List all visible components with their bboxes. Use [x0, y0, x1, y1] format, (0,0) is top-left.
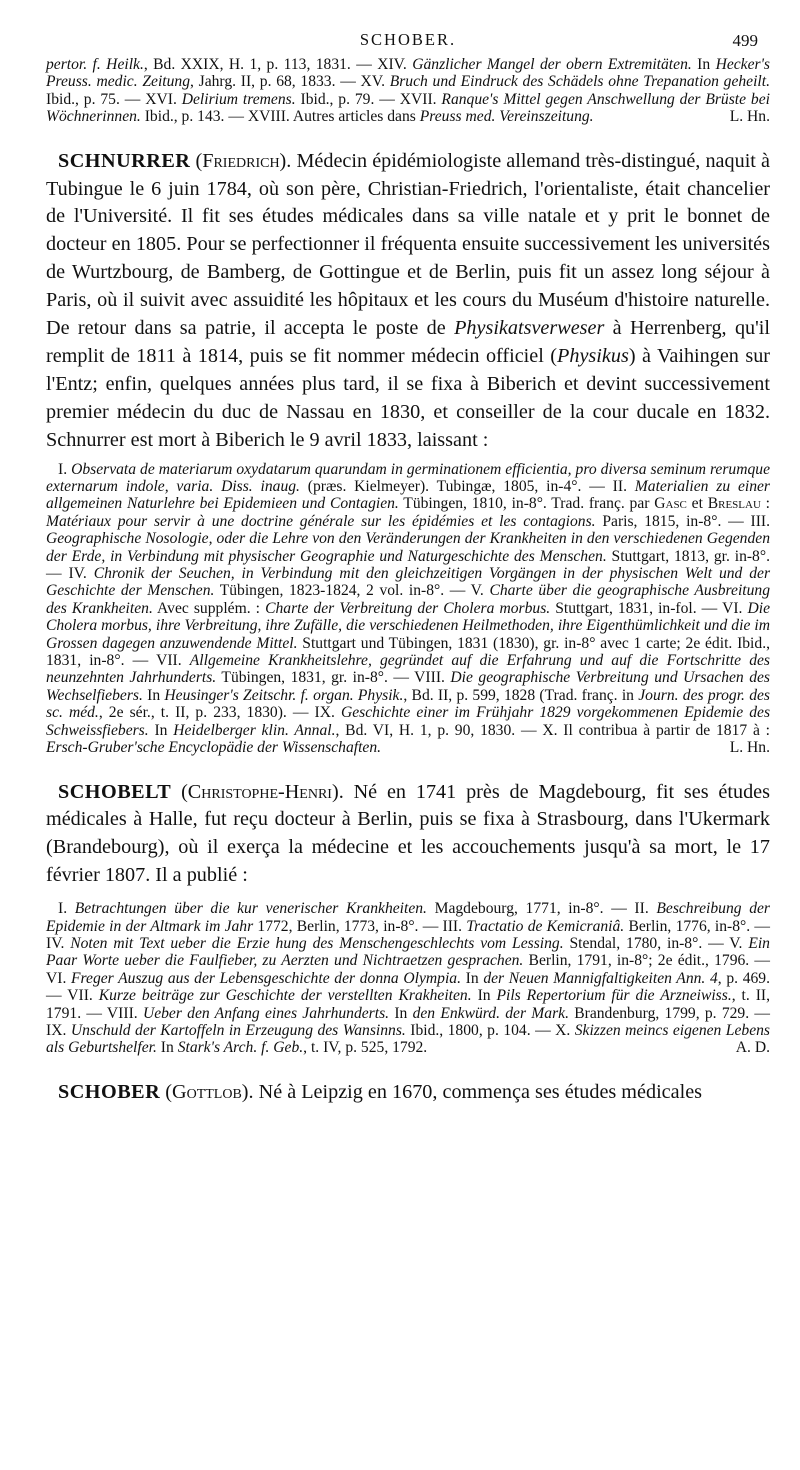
bibliography-text: Berlin, 1791, in-8°; 2e édit., 1796. — VI. [46, 952, 770, 987]
bibliography-text: , p. 469. — VII. [46, 969, 770, 1005]
entry-headword: SCHOBER [58, 1080, 161, 1103]
bibliography-title: Skizzen meincs eigenen Lebens als Geburtshelfer. [46, 1021, 770, 1057]
bibliography-title: Betrachtungen über die kur venerischer Krankheiten. [74, 900, 427, 918]
bibliography-text: Ibid., 1800, p. 104. — X. [405, 1021, 575, 1039]
entry-continuation [46, 56, 770, 126]
bibliography-text: Brandenburg, 1799, p. 729. — IX. [46, 1004, 770, 1039]
bibliography-text: Stuttgart und Tübingen, 1831 (1830), gr. in-8° avec 1 carte; 2e édit. Ibid., 1831, in-8°. — VII. [46, 634, 770, 670]
bibliography-text: Ibid., p. 143. — XVIII. Autres articles dans [140, 108, 420, 126]
entry-text: à Herrenberg, qu'il remplit de 1811 à 1814, puis se fit nommer médecin officiel ( [46, 317, 770, 367]
entry-forenames: (Friedrich) [195, 149, 287, 172]
bibliography-text: Stendal, 1780, in-8°. — V. [563, 934, 749, 952]
entry-body [46, 1079, 770, 1107]
page-number: 499 [732, 31, 758, 50]
bibliography-title: Journ. des progr. des sc. méd. [46, 686, 770, 722]
bibliography-text: I. [58, 460, 72, 478]
bibliography-text: Tübingen, 1823-1824, 2 vol. in-8°. — V. [214, 582, 490, 600]
bibliography-text: et [686, 495, 708, 513]
entry-headword: SCHOBELT [58, 780, 172, 803]
bibliography-paragraph [46, 56, 770, 126]
bibliography-title: Charte über die geographische Ausbreitung des Krankheiten. [46, 582, 771, 617]
bibliography-title: Pils Repertorium für die Arzneiwiss. [496, 987, 732, 1005]
running-head: SCHOBER. [359, 30, 457, 49]
bibliography-title: Allgemeine Krankheitslehre, gegründet auf die Erfahrung und auf die Fortschritte des neunzehnten Jahrhunderts. [46, 652, 770, 687]
bibliography-title: den Enkwürd. der Mark. [412, 1004, 569, 1022]
bibliography-text: , Bd. XXIX, H. 1, p. 113, 1831. — XIV. [143, 56, 413, 73]
entry-body [46, 148, 770, 455]
bibliography-title: pertor. f. Heilk. [46, 56, 144, 73]
bibliography-paragraph [46, 900, 770, 1057]
bibliography-title: Matériaux pour servir à une doctrine générale sur les épidémies et les contagions. [46, 512, 596, 530]
bibliography-text: Tübingen, 1810, in-8°. Trad. franç. par [398, 495, 655, 513]
bibliography-text: In [471, 987, 497, 1005]
entry-body [46, 779, 770, 891]
bibliography-title: Unschuld der Kartoffeln in Erzeugung des Wansinns. [70, 1021, 406, 1039]
bibliography-title: Delirium tremens. [181, 90, 296, 108]
bibliography-title: Ersch-Gruber'sche Encyclopädie der Wissenschaften. [46, 739, 382, 757]
bibliography-title: Gänzlicher Mangel der obern Extremitäten. [412, 56, 692, 73]
bibliography-title: Beschreibung der Epidemie in der Altmark im Jahr [46, 900, 770, 935]
author-signature: L. Hn. [729, 739, 770, 757]
bibliography-title: Geographische Nosologie, oder die Lehre von den Veränderungen der Krankheiten in den verschiedenen Gegenden der Erde, in Verbindung mit physischer Geographie und Naturgeschichte des Menschen. [46, 530, 770, 565]
bibliography-title: Kurze beiträge zur Geschichte der verstellten Krakheiten. [98, 987, 472, 1005]
bibliography-text: In [142, 686, 165, 704]
bibliography-text: Magdebourg, 1771, in-8°. — II. [426, 900, 657, 918]
bibliography-text: In [460, 969, 484, 987]
bibliography-text: Ibid., p. 75. — XVI. [46, 90, 182, 108]
bibliography-title: Stark's Arch. f. Geb. [177, 1039, 304, 1057]
bibliography-text: , Jahrg. II, p. 68, 1833. — XV. [190, 73, 390, 91]
bibliography-text: , Bd. VI, H. 1, p. 90, 1830. — X. Il contribua à partir de 1817 à : [335, 721, 770, 739]
entry-schobelt [46, 779, 770, 1057]
author-signature: L. Hn. [729, 108, 770, 126]
bibliography-title: der Neuen Mannigfaltigkeiten Ann. 4 [483, 969, 718, 987]
entry-text-italic: Physikatsverweser [454, 317, 605, 340]
bibliography-text: Breslau [707, 495, 761, 513]
bibliography-text: Berlin, 1776, in-8°. — IV. [46, 917, 770, 952]
bibliography-runs [46, 900, 770, 1056]
bibliography-title: Heusinger's Zeitschr. f. organ. Physik. [164, 686, 404, 704]
entry-headword: SCHNURRER [58, 149, 191, 172]
bibliography-paragraph [46, 461, 770, 757]
entry-text: ) à Vaihingen sur l'Entz; enfin, quelques années plus tard, il se fixa à Biberich et devint successivement premier médecin du duc de Nassau en 1830, et conseiller de la cour ducale en 1832. Schnurrer est mort à Biberich le 9 avril 1833, laissant : [46, 344, 771, 451]
bibliography-title: Noten mit Text ueber die Erzie hung des Menschengeschlechts vom Lessing. [70, 934, 564, 952]
bibliography-text: Ibid., p. 79. — XVII. [295, 90, 442, 108]
entry-schober [46, 1079, 770, 1107]
bibliography-title: Preuss med. Vereinszeitung. [419, 108, 594, 126]
bibliography-title: Freger Auszug aus der Lebensgeschichte der donna Olympia. [71, 969, 461, 987]
bibliography-text: Avec supplém. : [152, 599, 266, 617]
bibliography-title: Die Cholera morbus, ihre Verbreitung, ihre Zufälle, die verschiedenen Heilmethoden, ihre Eigenthümlichkeit und die im Grossen dagegen anzuwendende Mittel. [46, 599, 770, 652]
bibliography-title: Materialien zu einer allgemeinen Naturlehre bei Epidemieen und Contagien. [46, 478, 770, 513]
entry-text: . Né à Leipzig en 1670, commença ses études médicales [248, 1080, 703, 1103]
bibliography-text: Gasc [654, 495, 687, 513]
bibliography-text: Tübingen, 1831, gr. in-8°. — VIII. [216, 669, 451, 687]
bibliography-title: Ranque's Mittel gegen Anschwellung der Brüste bei Wöchnerinnen. [46, 90, 770, 126]
bibliography-title: Hecker's Preuss. medic. Zeitung [46, 56, 770, 91]
bibliography-text: In [389, 1004, 413, 1022]
bibliography-text: In [148, 721, 174, 739]
bibliography-runs [46, 461, 770, 757]
bibliography-text: Paris, 1815, in-8°. — III. [595, 512, 770, 530]
entry-text: . Né en 1741 près de Magdebourg, fit ses études médicales à Halle, fut reçu docteur à Berlin, puis se fixa à Strasbourg, dans l'Ukermark (Brandebourg), où il exerça la médecine et les accouchements jusqu'à sa mort, le 17 février 1807. Il a publié : [46, 780, 770, 887]
page-header [46, 26, 770, 56]
bibliography-text: : [760, 495, 770, 513]
bibliography-text: , Bd. II, p. 599, 1828 (Trad. franç. in [403, 686, 639, 704]
bibliography-title: Chronik der Seuchen, in Verbindung mit den gleichzeitigen Vorgängen in der physischen Welt und der Geschichte der Menschen. [46, 565, 771, 600]
bibliography-text: , t. II, 1791. — VIII. [46, 987, 771, 1022]
bibliography-text: 1772, Berlin, 1773, in-8°. — III. [253, 917, 467, 935]
bibliography-title: Bruch und Eindruck des Schädels ohne Trepanation geheilt. [389, 73, 770, 91]
bibliography-title: Die geographische Verbreitung und Ursachen des Wechselfiebers. [46, 669, 771, 704]
entry-text-italic: Physikus [557, 344, 629, 367]
entry-text: . Médecin épidémiologiste allemand très-distingué, naquit à Tubingue le 6 juin 1784, où son père, Christian-Friedrich, l'orientaliste, était chancelier de l'Université. Il fit ses études médicales dans sa ville natale et y prit le bonnet de docteur en 1805. Pour se perfectionner il fréquenta ensuite successivement les universités de Wurtzbourg, de Bamberg, de Gottingue et de Berlin, puis fit un assez long séjour à Paris, où il suivit avec assuidité les hôpitaux et les cours du Muséum d'histoire naturelle. De retour dans sa patrie, il accepta le poste de [46, 149, 771, 340]
bibliography-text: Stuttgart, 1831, in-fol. — VI. [550, 599, 748, 617]
bibliography-title: Heidelberger klin. Annal. [173, 721, 336, 739]
bibliography-title: Geschichte einer im Frühjahr 1829 vorgekommenen Epidemie des Schweissfiebers. [46, 704, 771, 739]
entry-schnurrer [46, 148, 770, 757]
entry-forenames: (Gottlob) [165, 1080, 249, 1103]
bibliography-title: Observata de materiarum oxydatarum quarundam in germinationem efficientia, pro diversa seminum rerumque externarum indole, varia. Diss. inaug. [46, 460, 770, 495]
bibliography-text: I. [58, 900, 75, 918]
bibliography-text: In [691, 56, 716, 73]
author-signature: A. D. [735, 1039, 770, 1057]
bibliography-title: Charte der Verbreitung der Cholera morbus. [265, 599, 551, 617]
bibliography-text: , t. IV, p. 525, 1792. [303, 1039, 428, 1057]
bibliography-runs [46, 56, 770, 125]
bibliography-text: In [156, 1039, 178, 1057]
bibliography-title: Tractatio de Kemicraniâ. [466, 917, 625, 935]
bibliography-title: Ueber den Anfang eines Jahrhunderts. [142, 1004, 390, 1022]
bibliography-text: , 2e sér., t. II, p. 233, 1830). — IX. [98, 704, 341, 722]
bibliography-title: Ein Paar Worte ueber die Faulfieber, zu Aerzten und Nichtraetzen gesprachen. [46, 934, 770, 970]
entry-forenames: (Christophe-Henri) [181, 780, 339, 803]
bibliography-text: Stuttgart, 1813, gr. in-8°. — IV. [46, 547, 770, 583]
bibliography-text: (præs. Kielmeyer). Tubingæ, 1805, in-4°. — II. [299, 478, 635, 495]
